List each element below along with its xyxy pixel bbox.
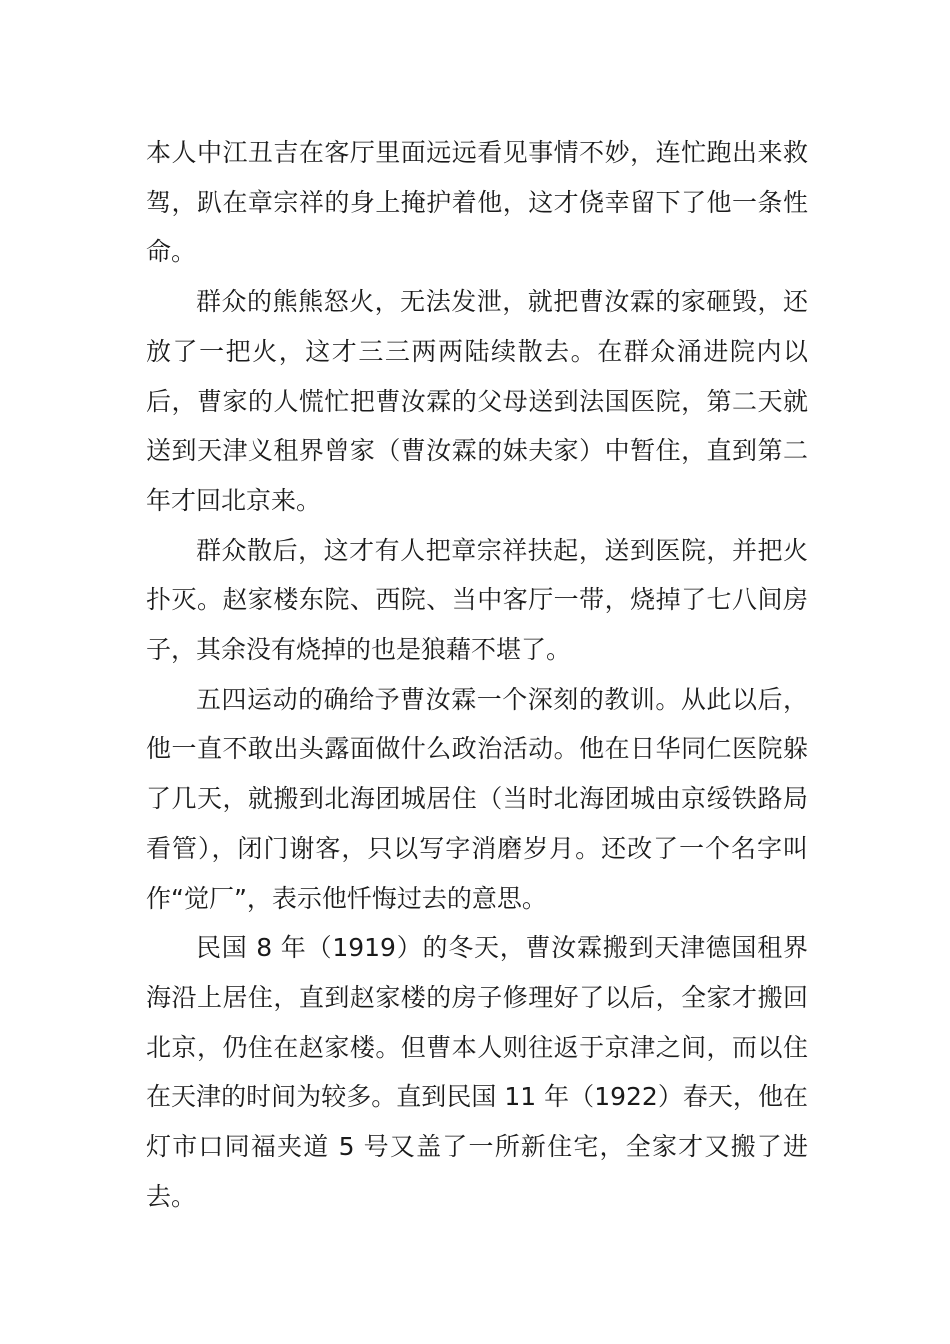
paragraph-3: 群众散后，这才有人把章宗祥扶起，送到医院，并把火扑灭。赵家楼东院、西院、当中客厅一带，烧掉了七八间房子，其余没有烧掉的也是狼藉不堪了。 — [146, 535, 808, 665]
paragraph-1: 本人中江丑吉在客厅里面远远看见事情不妙，连忙跑出来救驾，趴在章宗祥的身上掩护着他，这才侥幸留下了他一条性命。 — [146, 138, 808, 267]
paragraph-4: 五四运动的确给予曹汝霖一个深刻的教训。从此以后，他一直不敢出头露面做什么政治活动。他在日华同仁医院躲了几天，就搬到北海团城居住（当时北海团城由京绥铁路局看管），闭门谢客，只以写字消磨岁月。还改了一个名字叫作“觉厂”，表示他忏悔过去的意思。 — [146, 684, 808, 913]
paragraph-5: 民国 8 年（1919）的冬天，曹汝霖搬到天津德国租界海沿上居住，直到赵家楼的房子修理好了以后，全家才搬回北京，仍住在赵家楼。但曹本人则往返于京津之间，而以住在天津的时间为较多。直到民国 11 年（1922）春天，他在灯市口同福夹道 5 号又盖了一所新住宅，全家才又搬了进去。 — [146, 933, 808, 1211]
document-body — [146, 128, 808, 1221]
paragraph-2: 群众的熊熊怒火，无法发泄，就把曹汝霖的家砸毁，还放了一把火，这才三三两两陆续散去。在群众涌进院内以后，曹家的人慌忙把曹汝霖的父母送到法国医院，第二天就送到天津义租界曾家（曹汝霖的妹夫家）中暂住，直到第二年才回北京来。 — [146, 287, 808, 515]
